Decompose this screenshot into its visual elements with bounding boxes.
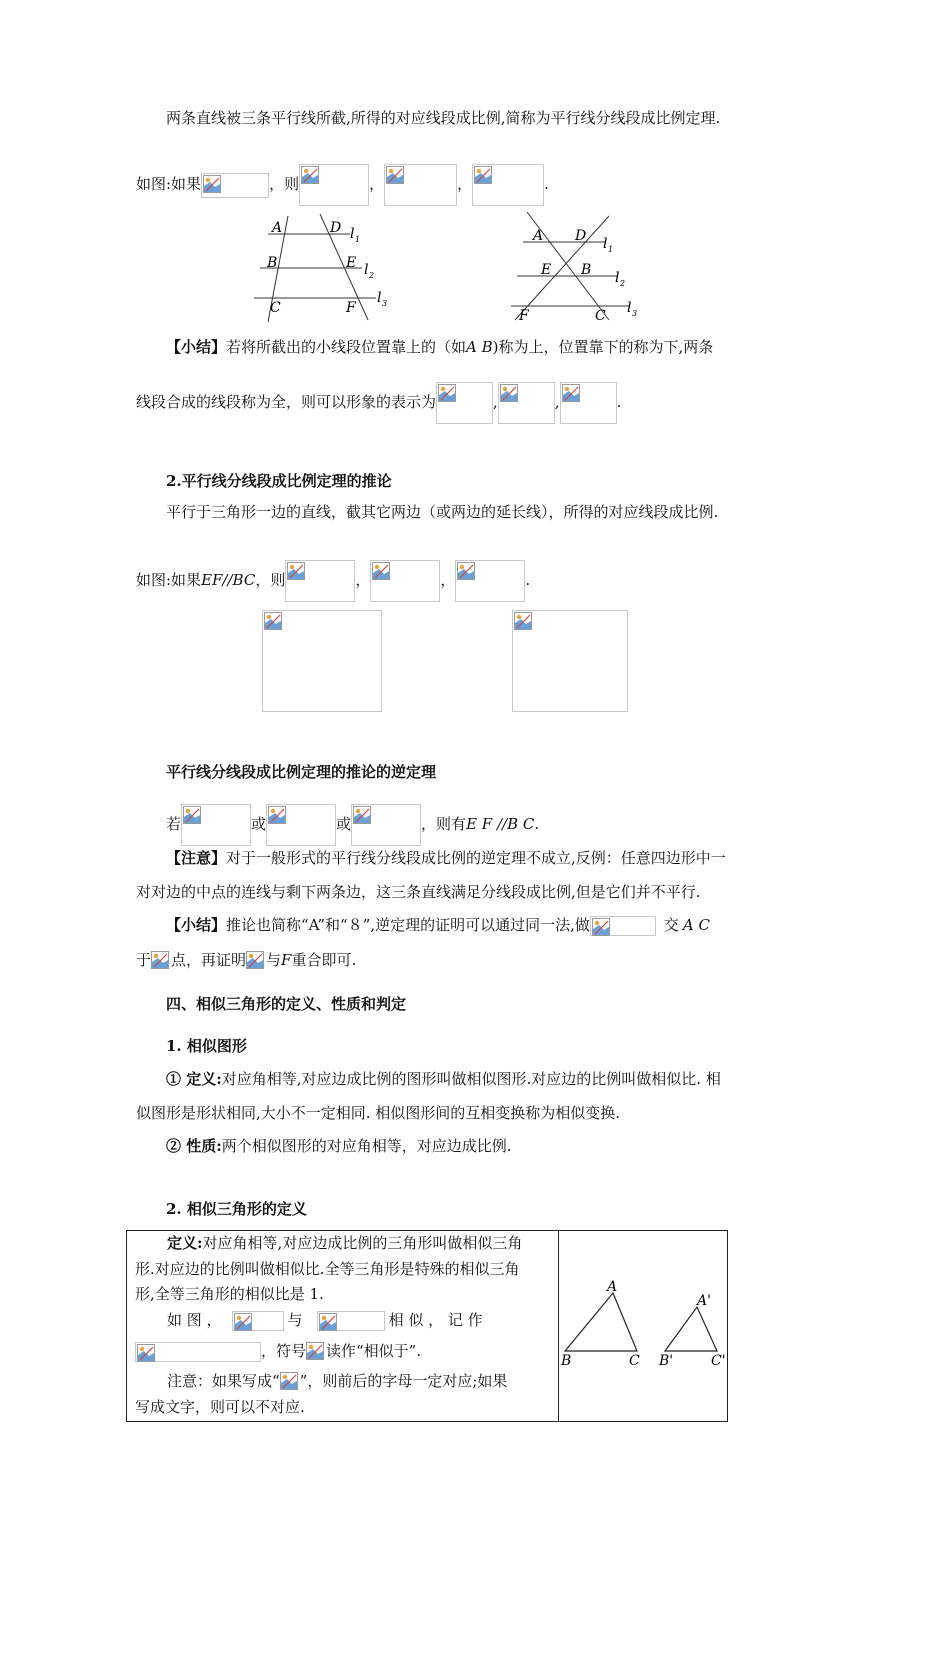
formula-image [317, 1311, 385, 1331]
transversal-2 [515, 216, 609, 320]
or-text: 或 [251, 815, 267, 833]
formula-image [266, 804, 336, 846]
segment-AB: A B [466, 338, 493, 356]
parallel-lines-figure-2 [505, 208, 655, 326]
formula-image [370, 560, 440, 602]
corollary-formula-line [136, 560, 530, 602]
definition-line-1 [166, 1068, 721, 1090]
comma: ， [369, 175, 385, 193]
vertex-B: B [561, 1353, 572, 1365]
summary2-line-2 [136, 949, 356, 971]
table-figure-line [167, 1308, 483, 1332]
if-text: 若 [166, 815, 182, 833]
table-note-line-1 [167, 1369, 507, 1393]
label-l3-sub: 3 [382, 299, 388, 308]
section-heading: 四、相似三角形的定义、性质和判定 [166, 995, 407, 1013]
label-l1-sub: 1 [608, 245, 614, 254]
broken-image-icon [301, 166, 319, 184]
label-B: B [581, 262, 592, 278]
with-text: 与 [287, 1311, 303, 1329]
broken-image-icon [246, 951, 266, 971]
parallel-lines-figure-1 [250, 210, 400, 330]
figure-text: 相 似 ， 记 作 [388, 1311, 483, 1329]
broken-image-icon [438, 384, 456, 402]
formula-image [232, 1311, 284, 1331]
subsection-heading: 1. 相似图形 [166, 1037, 247, 1055]
table-note-line-2: 写成文字，则可以不对应. [135, 1398, 305, 1416]
formula-image [472, 164, 544, 206]
label-F: F [519, 308, 529, 324]
comma: , [493, 393, 498, 411]
broken-image-icon [372, 562, 390, 580]
section-heading: 2.平行线分线段成比例定理的推论 [166, 472, 392, 490]
broken-image-icon [386, 166, 404, 184]
period: . [525, 571, 531, 589]
or-text: 或 [336, 815, 352, 833]
label-A: A [272, 220, 283, 236]
broken-image-icon [287, 562, 305, 580]
period: . [616, 393, 622, 411]
definition-text: 对应角相等,对应边成比例的三角形叫做相似三角 [202, 1234, 523, 1252]
segment-AC: A C [682, 916, 710, 934]
subsection-heading: 2. 相似三角形的定义 [166, 1200, 307, 1218]
label-l3: l [377, 290, 382, 306]
definition-heading: 定义: [167, 1234, 203, 1252]
transversal-right [320, 214, 368, 320]
figure-text: 如 图 ， [167, 1311, 222, 1329]
broken-image-icon [514, 612, 532, 630]
label-l3-sub: 3 [632, 309, 638, 318]
formula-image [285, 560, 355, 602]
broken-image-icon [203, 175, 221, 193]
property-line [166, 1135, 512, 1157]
formula-image [201, 173, 269, 198]
table-def-line-2: 形.对应边的比例叫做相似比.全等三角形是特殊的相似三角 [135, 1260, 520, 1278]
label-E: E [346, 255, 357, 271]
label-l1-sub: 1 [355, 235, 361, 244]
note-line-1 [166, 847, 726, 869]
vertex-C-prime: C' [711, 1353, 726, 1365]
if-prefix: 如图:如果 [136, 175, 202, 193]
section-heading: 平行线分线段成比例定理的推论的逆定理 [166, 763, 437, 781]
comma: , [554, 393, 560, 411]
with-text: 与 [266, 951, 282, 969]
vertex-A-prime: A' [697, 1293, 711, 1309]
note-text: 对于一般形式的平行线分线段成比例的逆定理不成立,反例：任意四边形中一 [226, 849, 726, 867]
symbol-text: ，符号 [261, 1342, 307, 1360]
formula-image [351, 804, 421, 846]
label-l3: l [627, 300, 632, 316]
broken-image-icon [562, 384, 580, 402]
definition-text: 对应角相等,对应边成比例的图形叫做相似图形.对应边的比例叫做相似比. 相 [221, 1070, 721, 1088]
triangle-A2B2C2 [665, 1307, 717, 1351]
formula-image [498, 382, 555, 424]
vertex-A: A [607, 1279, 618, 1295]
table-def-line-1 [167, 1230, 522, 1256]
period: . [534, 815, 540, 833]
symbol-text: 读作“相似于”. [326, 1342, 422, 1360]
broken-image-icon [234, 1313, 252, 1331]
broken-image-icon [500, 384, 518, 402]
label-E: E [541, 262, 552, 278]
theorem-statement: 两条直线被三条平行线所截,所得的对应线段成比例,简称为平行线分线段成比例定理. [166, 109, 721, 127]
comma: ， [457, 175, 473, 193]
converse-line [166, 804, 539, 846]
label-l1: l [603, 236, 608, 252]
formula-image [560, 382, 617, 424]
broken-image-icon [353, 806, 371, 824]
property-heading: ② 性质: [166, 1137, 222, 1155]
table-def-line-3: 形,全等三角形的相似比是 1. [135, 1285, 324, 1303]
then-text: ，则 [255, 571, 286, 589]
broken-image-icon [306, 1342, 326, 1362]
vertex-B-prime: B' [659, 1353, 674, 1365]
formula-image [590, 916, 656, 936]
figure-image-right [512, 610, 628, 712]
if-prefix: 如图:如果 [136, 571, 202, 589]
summary-heading: 【小结】 [166, 916, 227, 934]
at-text: 于 [136, 951, 152, 969]
summary-text: 线段合成的线段称为全，则可以形象的表示为 [136, 393, 437, 411]
broken-image-icon [592, 918, 610, 936]
comma: ， [440, 571, 456, 589]
point-F: F [281, 951, 292, 969]
broken-image-icon [264, 612, 282, 630]
broken-image-icon [457, 562, 475, 580]
conclusion-EF-BC: E F ∕∕B C [466, 815, 535, 833]
label-l2-sub: 2 [620, 279, 626, 288]
property-text: 两个相似图形的对应角相等，对应边成比例. [221, 1137, 512, 1155]
vertex-C: C [629, 1353, 640, 1365]
formula-image [384, 164, 457, 206]
formula-image [436, 382, 493, 424]
label-C: C [595, 308, 606, 324]
broken-image-icon [268, 806, 286, 824]
label-l2: l [615, 270, 620, 286]
broken-image-icon [280, 1372, 300, 1392]
label-C: C [270, 300, 281, 316]
summary-line-2 [136, 382, 621, 424]
intersect-text: 交 [663, 916, 679, 934]
label-D: D [330, 220, 342, 236]
label-l2-sub: 2 [369, 271, 375, 280]
label-D: D [575, 228, 587, 244]
note-heading: 【注意】 [166, 849, 227, 867]
broken-image-icon [319, 1313, 337, 1331]
summary-heading: 【小结】 [166, 338, 227, 356]
comma: ， [355, 571, 371, 589]
summary-text: )称为上，位置靠下的称为下,两条 [492, 338, 714, 356]
note-text: ”，则前后的字母一定对应;如果 [299, 1372, 508, 1390]
condition-EF-BC: EF//BC [201, 571, 256, 589]
label-A: A [533, 228, 544, 244]
summary-text: 重合即可. [291, 951, 357, 969]
note-line-2: 对对边的中点的连线与剩下两条边，这三条直线满足分线段成比例,但是它们并不平行. [136, 883, 701, 901]
formula-image [455, 560, 525, 602]
label-l2: l [364, 262, 369, 278]
formula-image [181, 804, 251, 846]
corollary-statement: 平行于三角形一边的直线，截其它两边（或两边的延长线），所得的对应线段成比例. [166, 503, 719, 521]
definition-heading: ① 定义: [166, 1070, 222, 1088]
summary-line-1 [166, 336, 713, 358]
summary-text: 点，再证明 [171, 951, 247, 969]
label-B: B [267, 255, 278, 271]
note-text: 注意：如果写成“ [167, 1372, 280, 1390]
formula-image [299, 164, 369, 206]
summary2-line-1 [166, 914, 710, 936]
triangle-ABC [565, 1293, 637, 1351]
broken-image-icon [474, 166, 492, 184]
summary-text: 推论也简称“A”和“８”,逆定理的证明可以通过同一法,做 [226, 916, 590, 934]
label-l1: l [350, 226, 355, 242]
broken-image-icon [137, 1344, 155, 1362]
label-F: F [346, 300, 356, 316]
figure-image-left [262, 610, 382, 712]
period: . [544, 175, 549, 193]
theorem-formula-line [136, 164, 549, 206]
definition-line-2: 似图形是形状相同,大小不一定相同. 相似图形间的互相变换称为相似变换. [136, 1104, 621, 1122]
formula-image [135, 1342, 261, 1362]
then-text: ，则有 [421, 815, 467, 833]
definition-table [126, 1230, 728, 1422]
summary-text: 若将所截出的小线段位置靠上的（如 [226, 338, 467, 356]
then-text: ，则 [269, 175, 300, 193]
broken-image-icon [151, 951, 171, 971]
table-symbol-line [135, 1339, 421, 1363]
broken-image-icon [183, 806, 201, 824]
similar-triangles-figure [559, 1275, 727, 1365]
